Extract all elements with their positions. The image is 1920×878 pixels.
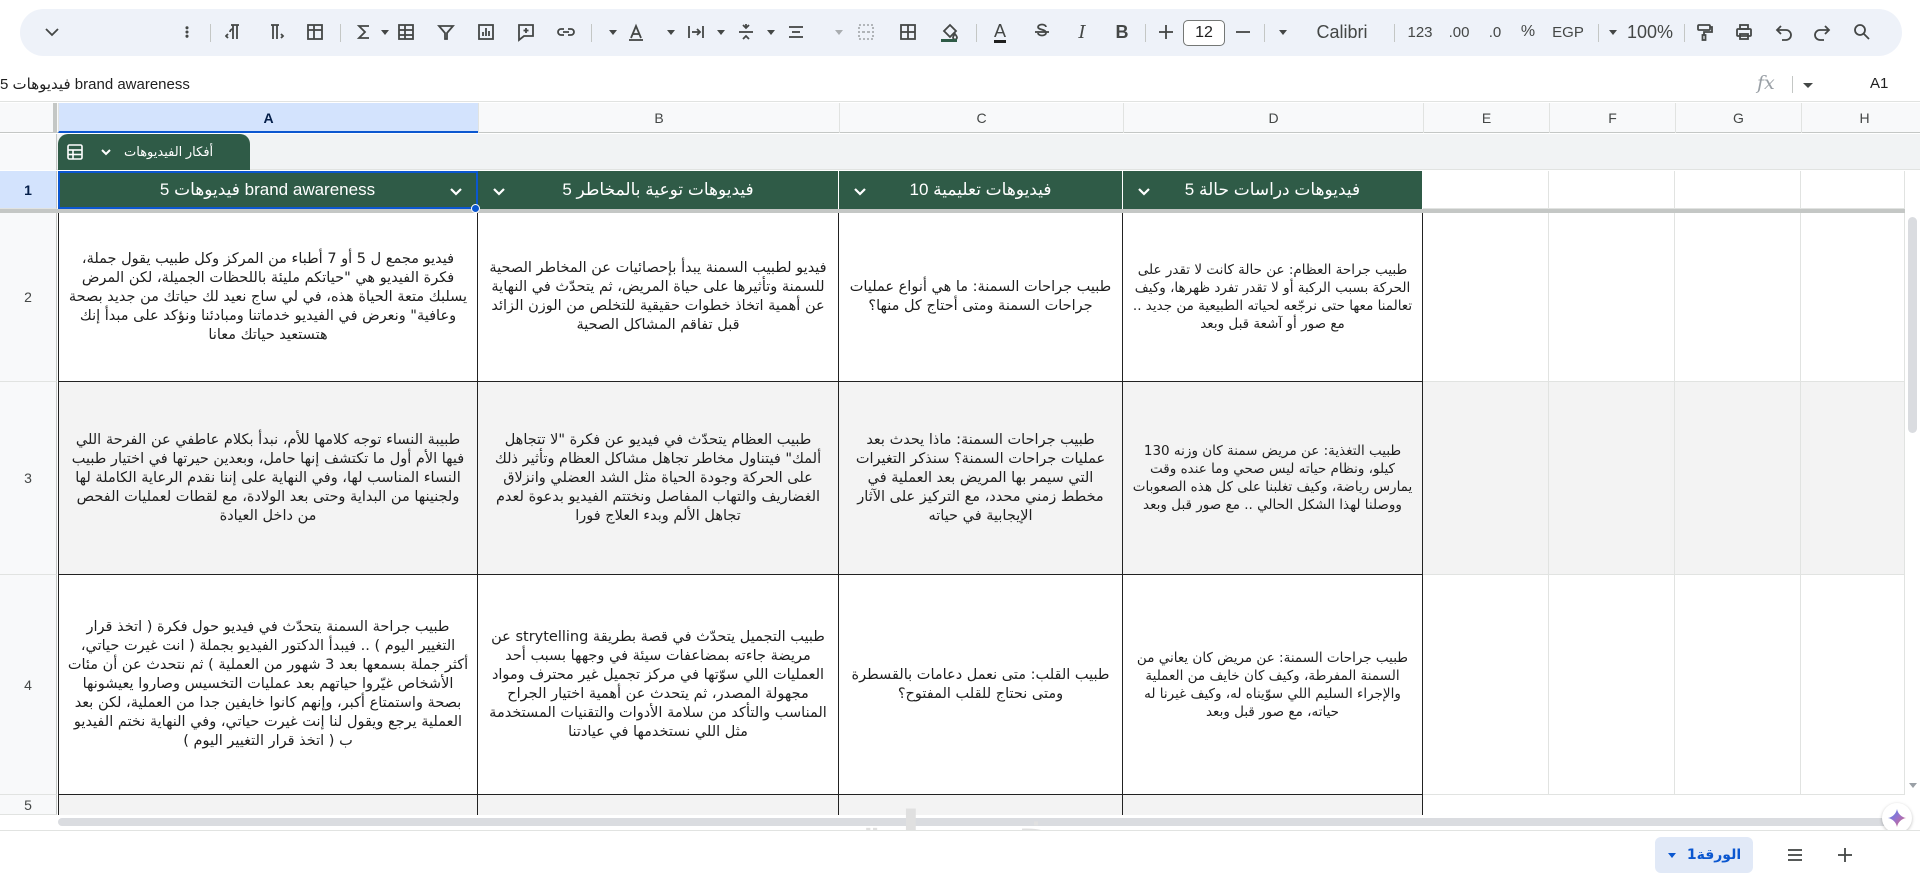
column-header-e[interactable]: E [1423,103,1549,133]
table-name-label: أفكار الفيديوهات [124,144,214,159]
format-percent-button[interactable]: % [1520,23,1536,40]
name-box-caret-down-icon[interactable] [1800,78,1816,92]
formula-bar [0,66,1920,102]
table-header-cell-a[interactable] [58,171,478,209]
toolbar-divider [976,24,977,42]
table-header-label: 5 فيديوهات brand awareness [159,180,376,199]
decrease-decimal-button[interactable]: .0 [1488,23,1502,41]
column-header-h[interactable]: H [1801,103,1920,133]
functions-sigma-icon[interactable] [352,17,376,47]
toolbar-divider [210,24,211,42]
cell[interactable] [1549,171,1675,209]
cell[interactable] [1675,213,1801,382]
row-header-4[interactable]: 4 [0,575,57,795]
bold-icon[interactable]: B [1115,21,1129,42]
vertical-align-icon[interactable] [734,17,758,47]
table-cell[interactable]: فيديو مجمع ل 5 أو 7 أطباء من المركز وكل طبيب يقول جملة، فكرة الفيديو هي "حياتكم مليئة باللحظات الجميلة، لكن المرض يسلبك متعة الحياة هذه، في لي ساج نعيد لك حياتك من جديد بصحة وعافية" ونعرض في الفيديو خدماتنا ومبادئنا ونؤكد على مبدأ إنك هتستعيد حياتك معانا [58,213,478,382]
table-header-label: 5 فيديوهات توعية بالمخاطر [562,180,754,199]
cell[interactable] [1423,213,1549,382]
table-cell[interactable] [478,795,839,815]
text-direction-ltr-icon[interactable] [223,17,247,47]
toolbar-divider [1394,24,1395,42]
table-cell[interactable]: فيديو لطبيب السمنة يبدأ بإحصائيات عن المخاطر الصحية للسمنة وتأثيرها على حياة المريض، ثم يتحدّث في النهاية عن أهمية اتخاذ خطوات حقيقية للتخلص من الوزن الزائد قبل تفاقم المشاكل الصحية [478,213,839,382]
select-all-corner[interactable] [0,103,57,133]
sheet-tab-label: الورقة1 [1686,847,1742,863]
cell[interactable] [1801,382,1905,575]
cell[interactable] [1675,382,1801,575]
font-family-select[interactable]: Calibri [1316,21,1368,42]
add-sheet-plus-icon[interactable] [1831,841,1859,869]
row-header-1[interactable]: 1 [0,171,57,209]
table-cell[interactable]: طبيب جراحات السمنة: ما هي أنواع عمليات جراحات السمنة ومتى أحتاج كل منها؟ [839,213,1123,382]
decrease-font-size-icon[interactable] [1232,17,1254,47]
italic-icon[interactable]: I [1078,21,1086,43]
formula-input[interactable]: 5 فيديوهات brand awareness [0,76,190,93]
vertical-scrollbar[interactable] [1905,213,1920,813]
wrap-caret-down-icon[interactable] [664,17,678,47]
row-header-5[interactable]: 5 [0,795,57,815]
text-rotation-icon[interactable] [624,17,648,47]
toolbar-divider [1264,24,1265,42]
frozen-row-divider[interactable] [0,209,1905,213]
merge-cells-icon[interactable] [854,17,878,47]
column-filter-chevron-icon[interactable] [853,183,867,197]
toolbar-divider [1598,24,1599,42]
insert-comment-icon[interactable] [514,17,538,47]
toolbar-divider [591,24,592,42]
search-icon[interactable] [1850,17,1874,47]
insert-link-icon[interactable] [554,17,578,47]
text-direction-rtl-icon[interactable] [263,17,287,47]
redo-icon[interactable] [1810,17,1834,47]
text-color-icon[interactable]: A [993,20,1006,41]
toolbar-divider [1145,24,1146,42]
sheet-tab-caret-down-icon[interactable] [1667,850,1677,860]
table-cell[interactable]: طبيب جراحات السمنة: عن مريض كان يعاني من السمنة المفرطة، وكيف كان خايف من العملية والإجراء السليم اللي سوّيناه له، وكيف غيرنا له حياته، مع صور قبل وبعد [1123,575,1423,795]
column-header-d[interactable]: D [1123,103,1423,133]
halign-caret-down-icon[interactable] [764,17,778,47]
horizontal-align-icon[interactable] [784,17,808,47]
merge-caret-down-icon[interactable] [832,17,846,47]
valign-caret-down-icon[interactable] [714,17,728,47]
table-icon[interactable] [58,135,92,169]
column-filter-chevron-icon[interactable] [449,183,463,197]
cell[interactable] [1549,575,1675,795]
cell[interactable] [1801,171,1905,209]
table-cell[interactable]: طبيب جراحة العظام: عن حالة كانت لا تقدر على الحركة بسبب الركبة أو لا تقدر تفرد ظهرها، وكيف تعالمنا معها حتى نرجّعه لحياته الطبيعية من جديد .. مع صور أو آشعة قبل وبعد [1123,213,1423,382]
row-gutter [0,134,57,170]
table-convert-icon[interactable] [303,17,327,47]
cell[interactable] [1801,213,1905,382]
paint-format-icon[interactable] [1692,17,1716,47]
row-header-3[interactable]: 3 [0,382,57,575]
more-formats-button[interactable]: 123 [1407,23,1433,41]
insert-chart-icon[interactable] [474,17,498,47]
borders-icon[interactable] [896,17,920,47]
toolbar [20,9,1902,56]
print-icon[interactable] [1732,17,1756,47]
text-color-caret-down-icon[interactable] [606,17,620,47]
table-cell[interactable]: طبيب التغذية: عن مريض سمنة كان وزنه 130 كيلو، ونظام حياته ليس صحي وما عنده وقت يمارس رياضة، وكيف تغلبنا على كل هذه الصعوبات ووصلنا لهذا الشكل الحالي .. مع صور قبل وبعد [1123,382,1423,575]
formula-divider [1792,76,1793,93]
table-cell[interactable] [58,795,478,815]
cell[interactable] [1423,171,1549,209]
undo-icon[interactable] [1772,17,1796,47]
font-caret-down-icon[interactable] [1276,17,1290,47]
cell[interactable] [1423,575,1549,795]
text-wrapping-icon[interactable] [684,17,708,47]
table-cell[interactable]: طبيب جراحات السمنة: ماذا يحدث بعد عمليات جراحات السمنة؟ سنذكر التغيرات التي سيمر بها المريض بعد العملية في مخطط زمني محدد، مع التركيز على الآثار الإيجابية في حياته [839,382,1123,575]
increase-decimal-button[interactable]: .00 [1448,23,1470,41]
name-box[interactable]: A1 [1870,75,1889,92]
all-sheets-menu-icon[interactable] [1781,841,1809,869]
cell[interactable] [1549,382,1675,575]
column-filter-chevron-icon[interactable] [1137,183,1151,197]
cell[interactable] [1801,575,1905,795]
insert-table-icon[interactable] [394,17,418,47]
collapse-menu-chevron-icon[interactable] [42,17,62,47]
column-header-g[interactable]: G [1675,103,1801,133]
strikethrough-icon[interactable] [1030,17,1054,47]
cell[interactable] [1423,382,1549,575]
cell[interactable] [1549,213,1675,382]
more-options-icon[interactable] [180,17,194,47]
sheet-bar [0,830,1920,878]
sheet-tab-active[interactable] [1655,837,1753,873]
functions-caret-down-icon[interactable] [378,17,392,47]
vertical-scrollbar-thumb[interactable] [1908,217,1917,433]
fill-color-icon[interactable] [936,17,962,47]
table-cell[interactable]: طبيبة النساء توجه كلامها للأم، نبدأ بكلام عاطفي عن الفرحة اللي فيها الأم أول ما تكتشف إنها حامل، وبعدين حيرتها في اختيار طبيب النساء المناسب لها، وفي النهاية على إننا نقدم الرعاية الكاملة لها ولجنينها من البداية وحتى بعد الولادة، مع لقطات لعمليات الفحص من داخل العيادة [58,382,478,575]
scroll-down-arrow-icon[interactable] [1909,781,1917,789]
column-header-a[interactable]: A [58,103,478,133]
row-header-2[interactable]: 2 [0,213,57,382]
table-cell[interactable]: طبيب جراحة السمنة يتحدّث في فيديو حول فكرة ( اتخذ قرار التغيير اليوم ) .. فيبدأ الدكتور الفيديو بجملة ( انت غيرت حياتي، أكثر جملة بسمعها بعد 3 شهور من العملية ) ثم نتحدث عن أن مئات الأشخاص غيّروا حياتهم بعد عمليات التخسيس وصاروا يعيشونها بصحة واستمتاع أكبر، وإنهم كانوا خايفين جدا من العملية، لكن بعد العملية يرجع ويقول لنا إنت غيرت حياتي، وفي النهاية نختم الفيديو ب ( اتخذ قرار التغيير اليوم ) [58,575,478,795]
gemini-sparkle-icon[interactable] [1882,803,1912,833]
column-header-b[interactable]: B [478,103,839,133]
table-menu-chevron-down-icon[interactable] [92,146,120,158]
format-currency-button[interactable]: EGP [1552,23,1584,41]
table-name-chip[interactable] [58,134,250,170]
cell[interactable] [1675,171,1801,209]
table-cell[interactable]: طبيب القلب: متى نعمل دعامات بالقسطرة ومتى نحتاج للقلب المفتوح؟ [839,575,1123,795]
cell[interactable] [1675,575,1801,795]
table-header-cell-d[interactable] [1123,171,1423,209]
column-header-c[interactable]: C [839,103,1123,133]
column-headers [0,103,1920,133]
column-header-f[interactable]: F [1549,103,1675,133]
column-filter-chevron-icon[interactable] [492,183,506,197]
toolbar-divider [340,24,341,42]
table-cell[interactable]: طبيب العظام يتحدّث في فيديو عن فكرة "لا تتجاهل ألمك" فيتناول مخاطر تجاهل مشاكل العظام وتأثير ذلك على الحركة وجودة الحياة مثل الشد العضلي وانزلاق الغضاريف والتهاب المفاصل ونختتم الفيديو بدعوة لعدم تجاهل الألم وبدء العلاج فورا [478,382,839,575]
fx-icon: fx [1757,72,1775,94]
table-header-label: 5 فيديوهات دراسات حالة [1184,180,1361,199]
table-cell[interactable] [1123,795,1423,815]
table-cell[interactable]: طبيب التجميل يتحدّث في قصة بطريقة strytelling عن مريضة جاءته بمضاعفات سيئة في وجهها بسبب أحد العمليات اللي سوّتها في مركز تجميل غير محترف ومواد مجهولة المصدر، ثم يتحدث عن أهمية اختيار الجراح المناسب والتأكد من سلامة الأدوات والتقنيات المستخدمة مثل اللي نستخدمها في عيادتنا [478,575,839,795]
table-header-cell-b[interactable] [478,171,839,209]
table-header-cell-c[interactable] [839,171,1123,209]
filter-icon[interactable] [434,17,458,47]
selection-fill-handle[interactable] [471,204,480,213]
zoom-caret-down-icon[interactable] [1606,17,1620,47]
increase-font-size-icon[interactable] [1155,17,1177,47]
toolbar-divider [1684,24,1685,42]
table-group-band [0,134,1920,170]
font-size-input[interactable]: 12 [1183,20,1225,46]
table-header-label: 10 فيديوهات تعليمية [909,180,1052,199]
zoom-select[interactable]: 100% [1626,21,1674,42]
